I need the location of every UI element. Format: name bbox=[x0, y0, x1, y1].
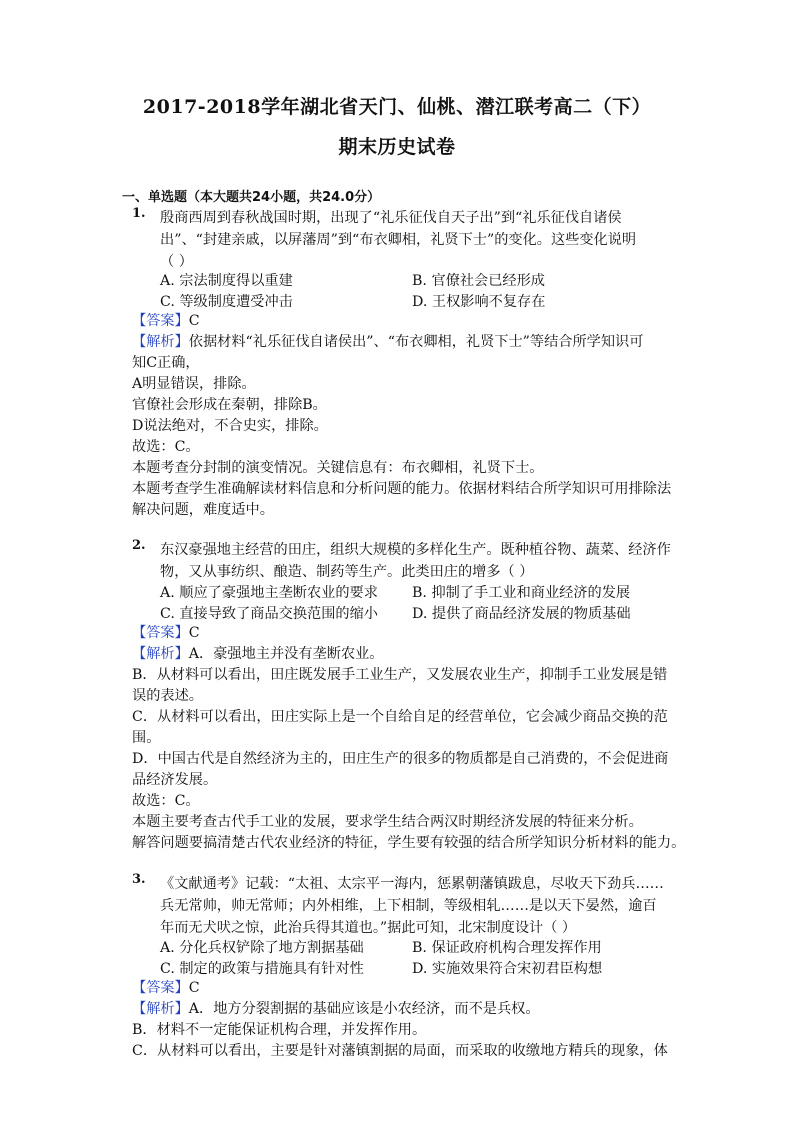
analysis-line: 本题考查学生准确解读材料信息和分析问题的能力。依据材料结合所学知识可用排除法 bbox=[132, 481, 672, 497]
question-2-option-b: B. 抑制了手工业和商业经济的发展 bbox=[412, 585, 631, 601]
question-1-option-c: C. 等级制度遭受冲击 bbox=[160, 294, 293, 310]
analysis-tag: 【解析】 bbox=[132, 334, 189, 350]
analysis-line: 官僚社会形成在秦朝，排除B。 bbox=[132, 397, 327, 413]
analysis-line: 故选：C。 bbox=[132, 439, 200, 455]
analysis-line: 解答问题要搞清楚古代农业经济的特征，学生要有较强的结合所学知识分析材料的能力。 bbox=[132, 835, 686, 851]
analysis-line: D．中国古代是自然经济为主的，田庄生产的很多的物质都是自己消费的，不会促进商 bbox=[132, 751, 669, 767]
analysis-line: 本题主要考查古代手工业的发展，要求学生结合两汉时期经济发展的特征来分析。 bbox=[132, 814, 643, 830]
answer-value: C bbox=[188, 625, 200, 641]
question-2-line-1: 东汉豪强地主经营的田庄，组织大规模的多样化生产。既种植谷物、蔬菜、经济作 bbox=[160, 542, 671, 558]
question-1-option-d: D. 王权影响不复存在 bbox=[412, 294, 546, 310]
question-3-option-d: D. 实施效果符合宋初君臣构想 bbox=[412, 961, 603, 977]
question-1-answer bbox=[132, 311, 200, 331]
analysis-line: 围。 bbox=[132, 730, 161, 746]
question-3-number: 3. bbox=[132, 872, 146, 887]
question-3-option-a: A. 分化兵权铲除了地方割据基础 bbox=[160, 940, 364, 956]
question-2-number: 2. bbox=[132, 538, 146, 553]
analysis-line: C．从材料可以看出，田庄实际上是一个自给自足的经营单位，它会减少商品交换的范 bbox=[132, 709, 668, 725]
answer-tag: 【答案】 bbox=[132, 313, 189, 329]
question-3-line-2: 兵无常帅，帅无常师；内外相维，上下相制，等级相轧……是以天下晏然，逾百 bbox=[160, 898, 657, 914]
analysis-line: C．从材料可以看出，主要是针对藩镇割据的局面，而采取的收缴地方精兵的现象，体 bbox=[132, 1043, 668, 1059]
analysis-line: 误的表述。 bbox=[132, 688, 203, 704]
question-1-option-a: A. 宗法制度得以重建 bbox=[160, 273, 293, 289]
analysis-tag: 【解析】 bbox=[132, 1001, 189, 1017]
question-3-option-b: B. 保证政府机构合理发挥作用 bbox=[412, 940, 602, 956]
answer-value: C bbox=[188, 313, 200, 329]
question-2-analysis bbox=[132, 644, 383, 664]
question-3-line-3: 年而无犬吠之惊，此治兵得其道也。”据此可知，北宋制度设计（ ） bbox=[160, 920, 577, 936]
answer-value: C bbox=[188, 980, 200, 996]
question-1-line-2: 出”、“封建亲戚，以屏藩周”到“布衣卿相，礼贤下士”的变化。这些变化说明 bbox=[160, 232, 637, 248]
analysis-line: A明显错误，排除。 bbox=[132, 376, 256, 392]
question-1-line-3: （ ） bbox=[160, 254, 193, 270]
section-heading: 一、单选题（本大题共24小题，共24.0分） bbox=[122, 190, 381, 205]
analysis-line: 知C正确， bbox=[132, 355, 200, 371]
question-2-answer bbox=[132, 623, 200, 643]
question-3-option-c: C. 制定的政策与措施具有针对性 bbox=[160, 961, 364, 977]
question-3-analysis bbox=[132, 999, 540, 1019]
analysis-line: 故选：C。 bbox=[132, 793, 200, 809]
analysis-tag: 【解析】 bbox=[132, 646, 189, 662]
page-subtitle: 期末历史试卷 bbox=[338, 136, 456, 158]
question-1-line-1: 殷商西周到春秋战国时期，出现了“礼乐征伐自天子出”到“礼乐征伐自诸侯 bbox=[160, 210, 622, 226]
question-1-number: 1. bbox=[132, 206, 146, 221]
analysis-line: B．从材料可以看出，田庄既发展手工业生产，又发展农业生产，抑制手工业发展是错 bbox=[132, 667, 668, 683]
question-3-line-1: 《文献通考》记载：“太祖、太宗平一海内，惩累朝藩镇跋息，尽收天下劲兵…… bbox=[160, 876, 664, 892]
analysis-text: A．地方分裂割据的基础应该是小农经济，而不是兵权。 bbox=[188, 1001, 540, 1017]
answer-tag: 【答案】 bbox=[132, 625, 189, 641]
question-2-line-2: 物，又从事纺织、酿造、制药等生产。此类田庄的增多（ ） bbox=[160, 564, 534, 580]
question-2-option-d: D. 提供了商品经济发展的物质基础 bbox=[412, 606, 631, 622]
analysis-line: B．材料不一定能保证机构合理，并发挥作用。 bbox=[132, 1022, 427, 1038]
analysis-line: 本题考查分封制的演变情况。关键信息有：布衣卿相，礼贤下士。 bbox=[132, 460, 544, 476]
question-1-option-b: B. 官僚社会已经形成 bbox=[412, 273, 545, 289]
question-1-analysis bbox=[132, 332, 643, 352]
page-title: 2017-2018学年湖北省天门、仙桃、潜江联考高二（下） bbox=[142, 96, 652, 118]
answer-tag: 【答案】 bbox=[132, 980, 189, 996]
analysis-text: 依据材料“礼乐征伐自诸侯出”、“布衣卿相，礼贤下士”等结合所学知识可 bbox=[188, 334, 644, 350]
analysis-text: A．豪强地主并没有垄断农业。 bbox=[188, 646, 384, 662]
analysis-line: D说法绝对，不合史实，排除。 bbox=[132, 418, 328, 434]
analysis-line: 解决问题，难度适中。 bbox=[132, 502, 274, 518]
analysis-line: 品经济发展。 bbox=[132, 772, 218, 788]
question-3-answer bbox=[132, 978, 200, 998]
question-2-option-a: A. 顺应了豪强地主垄断农业的要求 bbox=[160, 585, 378, 601]
question-2-option-c: C. 直接导致了商品交换范围的缩小 bbox=[160, 606, 378, 622]
